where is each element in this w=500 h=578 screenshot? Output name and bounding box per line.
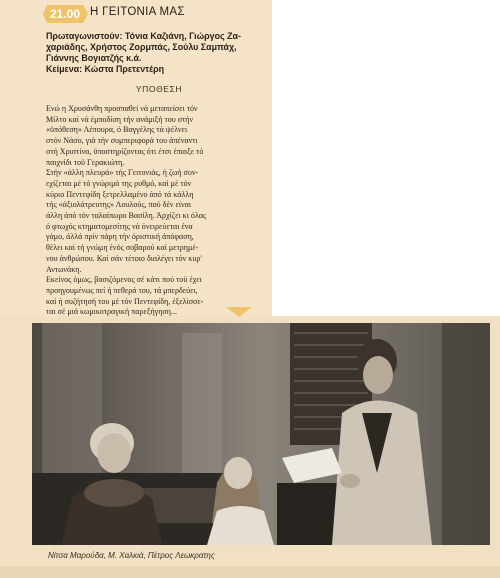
synopsis-line: θέλει καί τή γνώμη ένός σοβαρού καί μετρημέ- — [46, 243, 199, 253]
synopsis-line: στόν Νάσο, γιά τήν συμπεριφορά του άπέναντι — [46, 136, 198, 146]
synopsis-line: νου άνθρώπου. Καί σάν τέτοιο διαλέγει τόν κυρ' — [46, 253, 202, 263]
bottom-margin — [0, 566, 500, 578]
synopsis-line: τής «άξιολάτρευτης» Λουλούς, πού δέν είναι — [46, 200, 192, 210]
synopsis-line: στή Χριστίνα, ϋποστηρίζοντας ότι έτσι έπαιξε τό — [46, 146, 204, 156]
credits-line: Γιάννης Βογιατζής κ.ά. — [46, 53, 142, 63]
synopsis-line: γάμο, άλλά πρίν πάρη τήν όριστική άπόφαση, — [46, 232, 194, 242]
synopsis-line: Εκείνος όμως, βασιζόμενος σέ κάτι πού τοϋ έχει — [46, 275, 202, 285]
down-arrow-icon — [226, 307, 252, 317]
time-badge: 21.00 — [47, 5, 83, 23]
photo-caption: Νίτσα Μαρούδα, Μ. Χαλκιά, Πέτρος Λεωκρατης — [48, 551, 215, 560]
synopsis-heading: ΥΠΟΘΕΣΗ — [135, 84, 183, 94]
blank-area — [272, 0, 500, 316]
synopsis-text — [46, 104, 272, 318]
synopsis-line: Στήν «άλλη πλευρά» τής Γειτονιάς, ή ζωή συν- — [46, 168, 199, 178]
synopsis-line: προηγουμένως πεί ή πεθερά του, τά μπερδεύει, — [46, 285, 198, 295]
credits-line: Πρωταγωνιστούν: Τόνια Καζιάνη, Γιώργος Ζα- — [46, 31, 241, 41]
synopsis-line: παιχνίδι τοϋ Γερακιώτη. — [46, 157, 125, 167]
credits-line: χαριάδης, Χρήστος Ζορμπάς, Σούλυ Σαμπάχ, — [46, 42, 237, 52]
synopsis-line: Ενώ η Χρυσάνθη προσπαθεί νά μεταπείσει τόν — [46, 104, 198, 113]
synopsis-line: Μίλτο καί νά έμποδίση τήν ανάμιξή του στήν — [46, 114, 194, 124]
synopsis-line: ό φτωχός κτηματομεσίτης νά όνειρεύεται ένα — [46, 221, 193, 231]
synopsis-line: άλλη άπό τόν ταλαίπωρο Βασίλη. Άρχίζει κι όλας — [46, 211, 207, 221]
synopsis-line: ται σέ μιά κωμικοτραγική παρεξήγηση... — [46, 307, 177, 317]
synopsis-line: Αντωνάκη. — [46, 264, 82, 274]
show-title: Η ΓΕΙΤΟΝΙΑ ΜΑΣ — [90, 6, 185, 18]
synopsis-line: καί ή συζήτησή του μέ τόν Πεντεφίδη, έξελίσσε- — [46, 296, 204, 306]
cast-credits — [46, 31, 270, 75]
synopsis-line: εχίζεται μέ τό γνώριμό της ρυθμό, καί μέ τόν — [46, 178, 192, 188]
synopsis-line: «ϋπόθεση» Λέπουρα, ό Βαγγέλης τά ψέλνει — [46, 125, 188, 135]
scene-photo — [32, 323, 490, 545]
photo-illustration — [32, 323, 490, 545]
synopsis-line: κύριο Πεντεφίδη ξετρελλαμένο άπό τά κάλλη — [46, 189, 194, 199]
credits-line: Κείμενα: Κώστα Πρετεντέρη — [46, 64, 165, 74]
